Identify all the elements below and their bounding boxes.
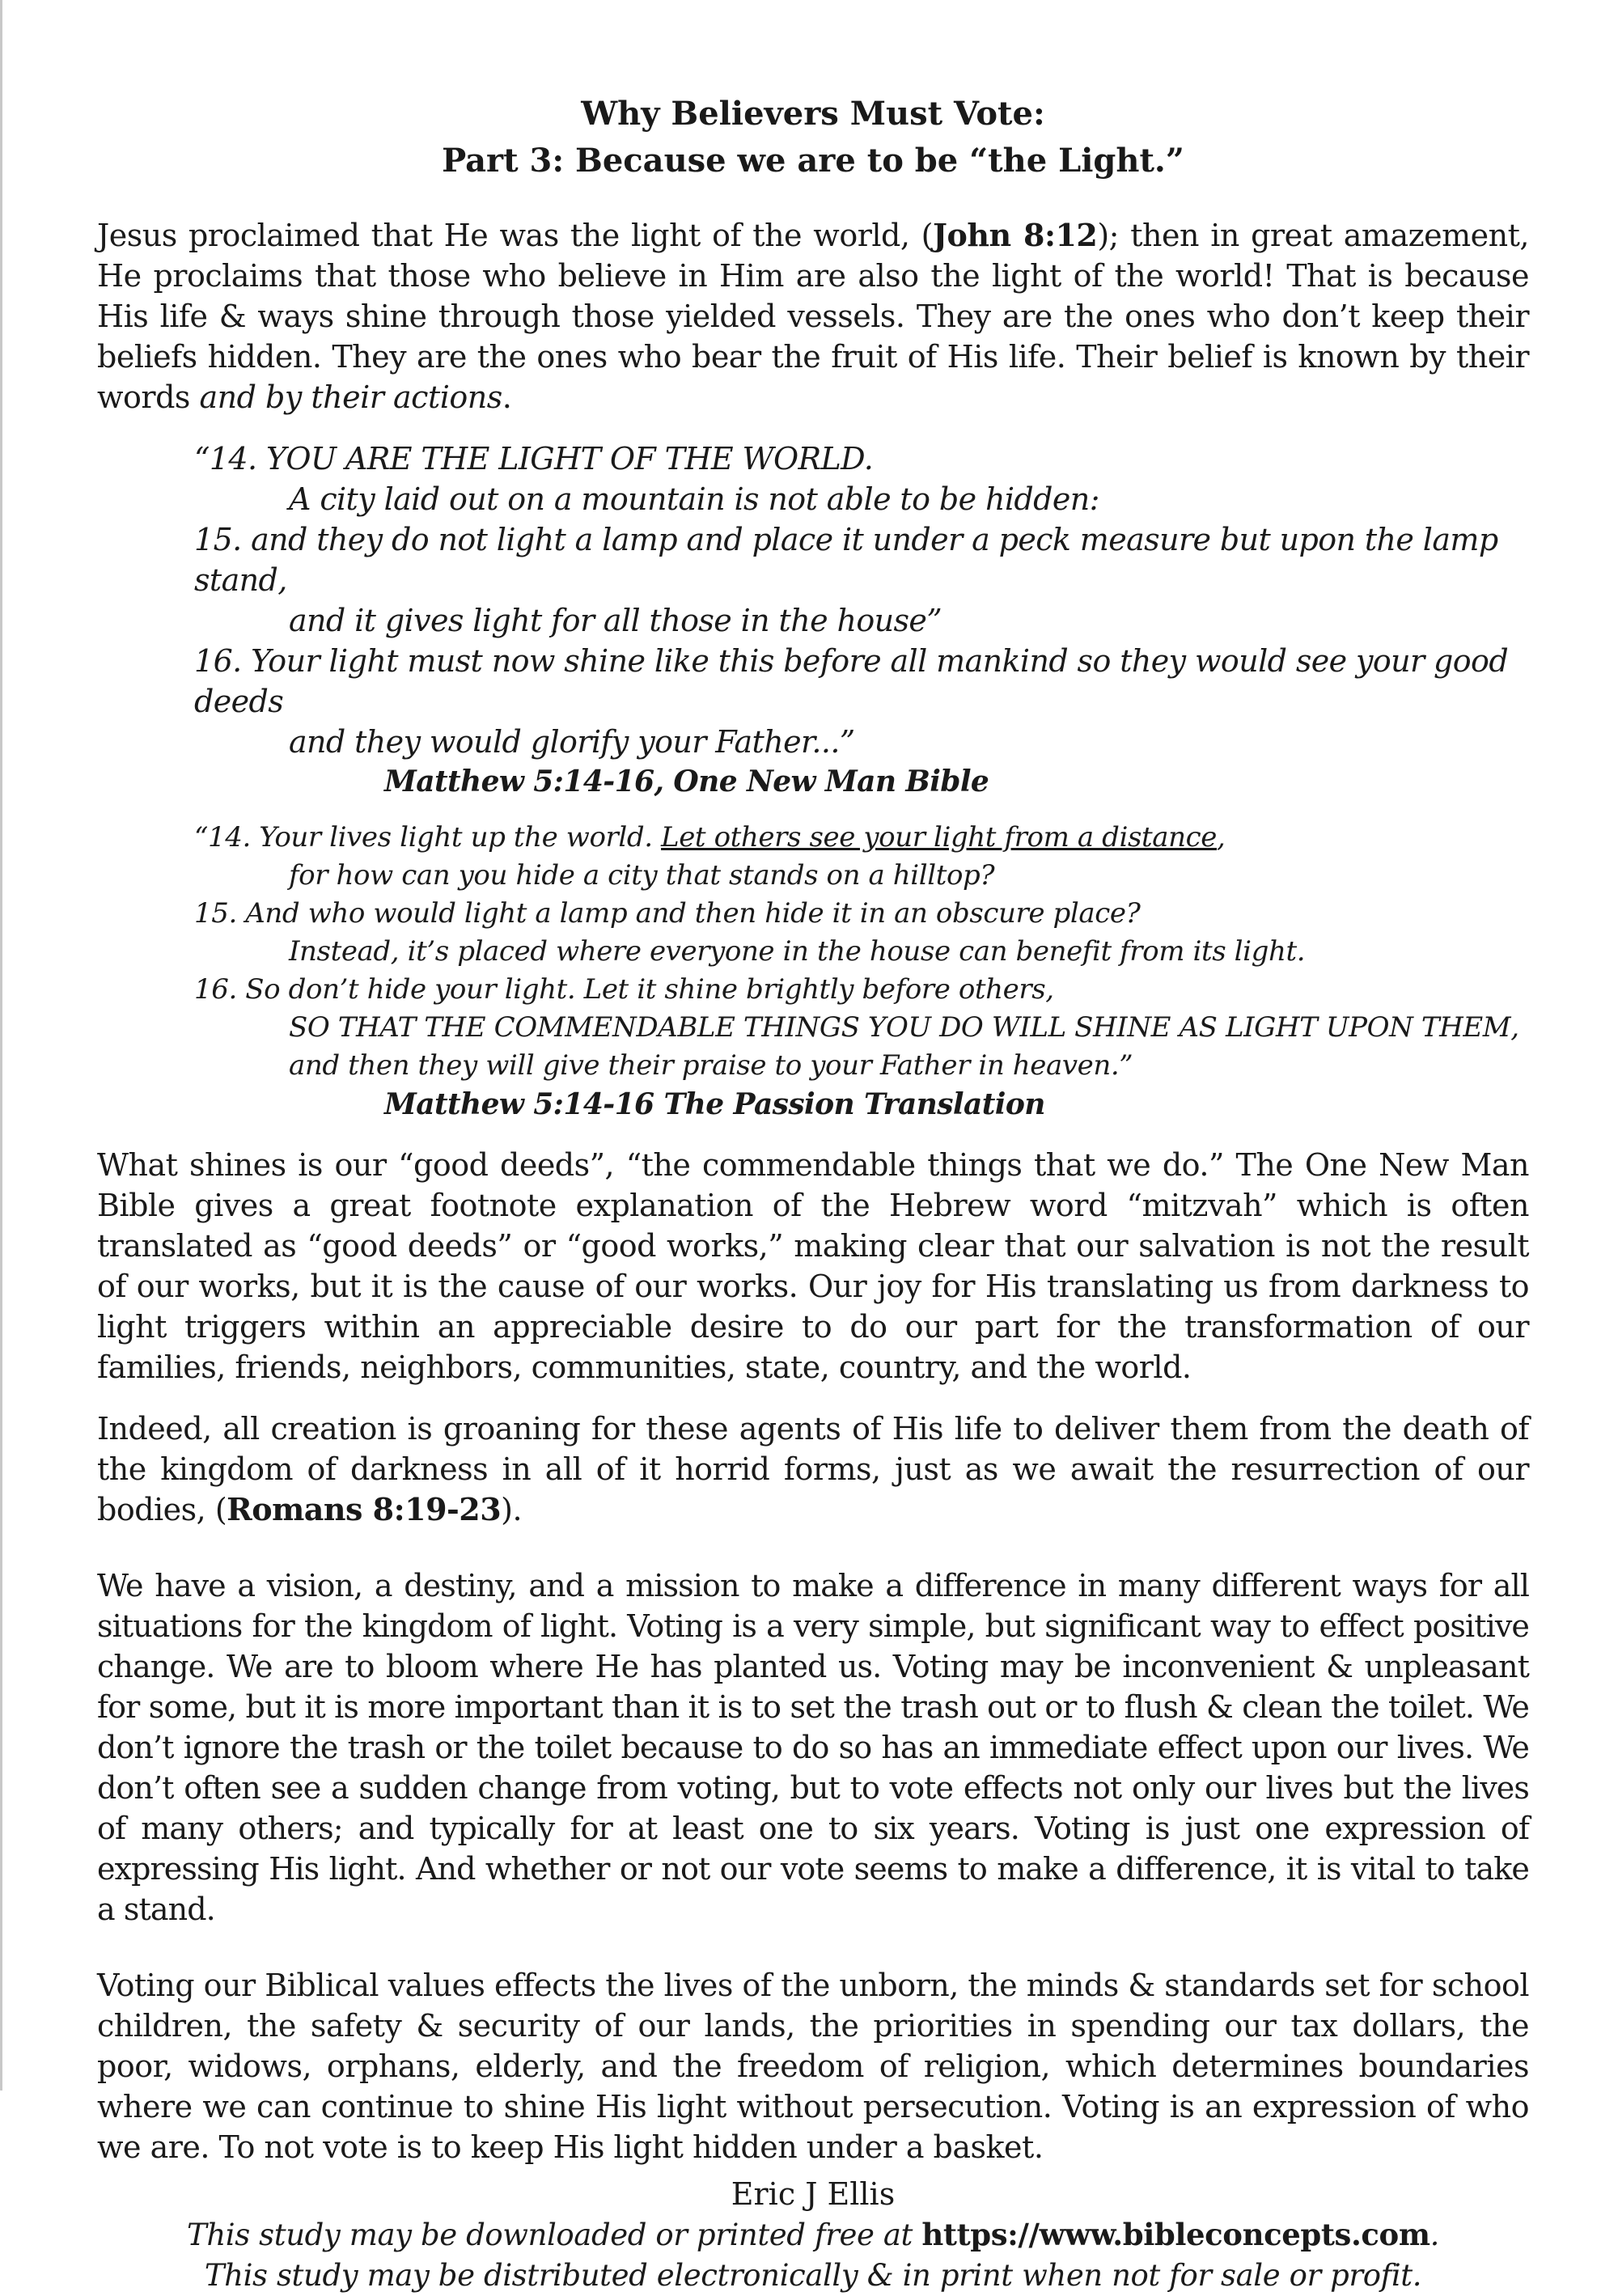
verse-15-cont: Instead, it’s placed where everyone in the house can benefit from its light.	[289, 935, 1306, 968]
verse-16-cont: and then they will give their praise to your Father in heaven.”	[289, 1049, 1133, 1082]
intro-italic: and by their actions	[199, 379, 502, 415]
document-page	[97, 91, 1529, 2296]
intro-text-c: .	[502, 379, 512, 415]
title-line-2	[442, 142, 1184, 180]
paragraph-creation	[97, 1409, 1529, 1530]
website-link[interactable]: https://www.bibleconcepts.com	[921, 2217, 1430, 2252]
verse-14	[194, 819, 1529, 857]
intro-reference: John 8:12	[933, 217, 1098, 253]
verse-16-cont: and they would glorify your Father...”	[289, 724, 855, 760]
footer-download-line	[97, 2214, 1529, 2256]
author-signature: Eric J Ellis	[731, 2176, 896, 2212]
creation-text-a: Indeed, all creation is groaning for these agents of His life to deliver them from the death of the kingdom of darkness in all of it horrid forms, just as we await the resurrection of our bodies, (	[97, 1411, 1529, 1527]
paragraph-vision: We have a vision, a destiny, and a mission to make a difference in many different ways for all situations for the kingdom of light. Voting is a very simple, but significant way to effect positive change. We are to bloom where He has planted us. Voting may be inconvenient & unpleasant for some, but it is more important than it is to set the trash out or to flush & clean the toilet. We don’t ignore the trash or the toilet because to do so has an immediate effect upon our lives. We don’t often see a sudden change from voting, but to vote effects not only our lives but the lives of many others; and typically for at least one to six years. Voting is just one expression of expressing His light. And whether or not our vote seems to make a difference, it is vital to take a stand.	[97, 1568, 1529, 1927]
verse-16: 16. Your light must now shine like this before all mankind so they would see your good deeds	[194, 643, 1509, 719]
part-label: Part 3:	[442, 142, 565, 180]
footer-distribution-line: This study may be distributed electronically & in print when not for sale or profit.	[204, 2258, 1422, 2293]
part-text: Because we are to be “the Light.”	[564, 142, 1184, 180]
title-line-1: Why Believers Must Vote:	[581, 95, 1045, 133]
intro-text-b: ); then in great amazement, He proclaims that those who believe in Him are also the light of the world! That is because His life & ways shine through those yielded vessels. They are the ones who don’t keep their beliefs hidden. They are the ones who bear the fruit of His life. Their belief is known by their words	[97, 218, 1529, 415]
creation-reference: Romans 8:19-23	[227, 1491, 502, 1527]
verse-16-caps: SO THAT THE COMMENDABLE THINGS YOU DO WILL SHINE AS LIGHT UPON THEM,	[289, 1011, 1519, 1044]
verse-16: 16. So don’t hide your light. Let it shine brightly before others,	[194, 973, 1054, 1006]
verse-15-cont: and it gives light for all those in the house”	[289, 603, 942, 638]
intro-paragraph	[97, 215, 1529, 417]
verse-14: “14. YOU ARE THE LIGHT OF THE WORLD.	[194, 441, 874, 477]
paragraph-good-deeds: What shines is our “good deeds”, “the commendable things that we do.” The One New Man Bible gives a great footnote explanation of the Hebrew word “mitzvah” which is often translated as “good deeds” or “good works,” making clear that our salvation is not the result of our works, but it is the cause of our works. Our joy for His translating us from darkness to light triggers within an appreciable desire to do our part for the transformation of our families, friends, neighbors, communities, state, country, and the world.	[97, 1147, 1529, 1385]
footer-text: This study may be downloaded or printed free at	[187, 2218, 922, 2252]
verse-block-passion	[97, 819, 1529, 1124]
verse-block-one-new-man	[97, 438, 1529, 801]
verse-14-text: “14. Your lives light up the world.	[194, 821, 662, 854]
footer-period: .	[1430, 2218, 1439, 2252]
paragraph-values: Voting our Biblical values effects the lives of the unborn, the minds & standards set for school children, the safety & security of our lands, the priorities in spending our tax dollars, the poor, widows, orphans, elderly, and the freedom of religion, which determines boundaries where we can continue to shine His light without persecution. Voting is an expression of who we are. To not vote is to keep His light hidden under a basket.	[97, 1968, 1529, 2165]
verse-citation: Matthew 5:14-16, One New Man Bible	[384, 765, 989, 799]
verse-15: 15. And who would light a lamp and then hide it in an obscure place?	[194, 897, 1141, 930]
verse-14-cont: for how can you hide a city that stands on a hilltop?	[289, 859, 995, 892]
creation-text-b: ).	[501, 1492, 523, 1527]
verse-citation: Matthew 5:14-16 The Passion Translation	[384, 1087, 1045, 1121]
verse-14-underlined: Let others see your light from a distance	[661, 821, 1217, 854]
document-title	[97, 91, 1529, 184]
intro-text-a: Jesus proclaimed that He was the light of the world, (	[97, 218, 934, 253]
verse-14-comma: ,	[1217, 821, 1226, 854]
verse-14-cont: A city laid out on a mountain is not able to be hidden:	[289, 481, 1099, 517]
page-left-edge	[0, 0, 2, 2091]
verse-15: 15. and they do not light a lamp and place it under a peck measure but upon the lamp stand,	[194, 522, 1498, 598]
